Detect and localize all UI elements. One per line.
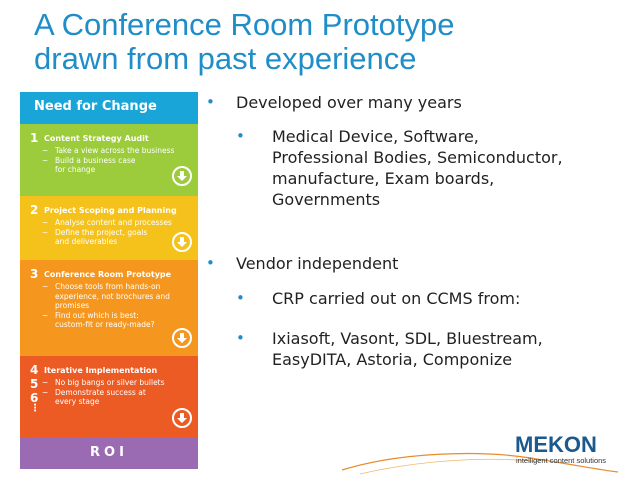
down-arrow-icon [172, 232, 192, 252]
stage-3-point: experience, not brochures and [55, 291, 170, 301]
stage-2-title: Project Scoping and Planning [44, 206, 177, 215]
bullet-dot-icon: • [236, 289, 245, 307]
stage-3-point: custom-fit or ready-made? [55, 320, 155, 329]
stage-4-number: 4 [30, 363, 39, 377]
stage-1-point: ~ Take a view across the business [42, 146, 175, 155]
roi-label: ROI [90, 445, 128, 460]
stage-2-band [20, 196, 198, 260]
need-for-change-infographic [20, 92, 198, 469]
down-arrow-icon [172, 166, 192, 186]
bullet-text: Developed over many years [236, 93, 462, 112]
down-arrow-icon [172, 328, 192, 348]
stage-3-title: Conference Room Prototype [44, 270, 172, 279]
bullet-text: Professional Bodies, Semiconductor, [272, 148, 563, 167]
bullet-text: EasyDITA, Astoria, Componize [272, 350, 513, 369]
stage-4-point: every stage [55, 397, 100, 406]
title-line-1: A Conference Room Prototype [34, 7, 455, 42]
stage-3-band [20, 260, 198, 356]
stage-4-points [42, 378, 165, 407]
infographic-header [20, 92, 198, 124]
stage-2-point: ~ Analyse content and processes [42, 218, 172, 227]
bullet-text: Governments [272, 190, 381, 209]
bullet-text: Vendor independent [236, 254, 399, 273]
bullet-dot-icon: • [206, 93, 215, 111]
stage-3-points [42, 282, 170, 330]
logo-wordmark: MEKON [515, 432, 597, 457]
stage-6-number: 6 [30, 391, 39, 405]
stage-5-number: 5 [30, 377, 39, 391]
more-stages-dots: ⋮ [30, 403, 40, 414]
stage-2-point: and deliverables [55, 237, 118, 246]
stage-1-points [42, 146, 174, 175]
bullet-text: CRP carried out on CCMS from: [272, 289, 521, 308]
bullet-text: Ixiasoft, Vasont, SDL, Bluestream, [272, 329, 543, 348]
bullet-text: Medical Device, Software, [272, 127, 479, 146]
down-arrow-icon [172, 408, 192, 428]
logo-tagline: intelligent content solutions [516, 456, 607, 465]
stage-2-points [42, 218, 172, 247]
infographic-header-text: Need for Change [34, 99, 157, 114]
stage-4-point: ~ Demonstrate success at [42, 387, 146, 397]
bullet-text: manufacture, Exam boards, [272, 169, 495, 188]
bullet-dot-icon: • [206, 254, 215, 272]
title-line-2: drawn from past experience [34, 41, 417, 76]
stage-1-number: 1 [30, 131, 39, 145]
stage-3-number: 3 [30, 267, 39, 281]
stage-4-band [20, 356, 198, 438]
roi-band [20, 438, 198, 469]
mekon-logo [515, 432, 625, 472]
stage-1-point: ~ Build a business case [42, 155, 136, 165]
stage-3-point: ~ Choose tools from hands-on [42, 282, 161, 291]
stage-1-point: for change [55, 165, 96, 174]
stage-2-point: ~ Define the project, goals [42, 227, 148, 237]
stage-3-point: promises [55, 301, 90, 310]
stage-3-point: ~ Find out which is best: [42, 310, 139, 320]
stage-4-title: Iterative Implementation [44, 366, 158, 375]
stage-1-title: Content Strategy Audit [44, 134, 149, 143]
bullet-dot-icon: • [236, 329, 245, 347]
stage-4-point: ~ No big bangs or silver bullets [42, 378, 165, 387]
slide-title [34, 8, 594, 76]
bullet-dot-icon: • [236, 127, 245, 145]
stage-1-band [20, 124, 198, 196]
stage-2-number: 2 [30, 203, 39, 217]
